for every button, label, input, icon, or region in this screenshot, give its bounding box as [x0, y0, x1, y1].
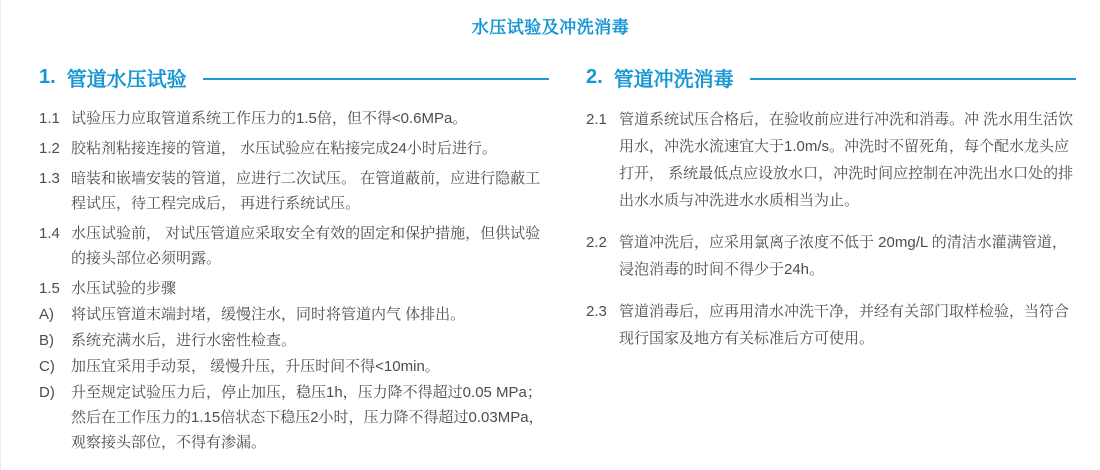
list-item — [586, 229, 1076, 283]
item-number: B) — [39, 332, 54, 349]
list-item — [586, 298, 1076, 352]
item-text: 升至规定试验压力后，停止加压，稳压1h，压力降不得超过0.05 MPa；然后在工作压力的1.15倍状态下稳压2小时，压力降不得超过0.03MPa，观察接头部位，不得有渗漏。 — [71, 384, 544, 451]
list-item-step — [39, 380, 549, 455]
item-text: 加压宜采用手动泵， 缓慢升压，升压时间不得<10min。 — [71, 358, 440, 375]
section-item-list — [586, 106, 1076, 352]
section-title: 管道水压试验 — [66, 69, 187, 91]
section-title: 管道冲洗消毒 — [613, 69, 734, 91]
item-number: 1.4 — [39, 225, 60, 242]
list-item-step — [39, 302, 549, 327]
content-columns — [1, 63, 1100, 456]
item-number: 1.3 — [39, 170, 60, 187]
item-text: 暗装和嵌墙安装的管道，应进行二次试压。 在管道蔽前，应进行隐蔽工程试压，待工程完成后， 再进行系统试压。 — [71, 170, 541, 212]
section-item-list — [39, 106, 549, 455]
item-text: 水压试验的步骤 — [71, 280, 177, 297]
item-text: 管道系统试压合格后，在验收前应进行冲洗和消毒。冲 洗水用生活饮用水，冲洗水流速宜大于1.0m/s。冲洗时不留死角，每个配水龙头应打开， 系统最低点应设放水口，冲洗时间应控制在冲洗出水口处的排出水水质与冲洗进水水质相当为止。 — [619, 111, 1074, 209]
item-number: 1.2 — [39, 140, 60, 157]
list-item — [586, 106, 1076, 214]
section-flushing-disinfection — [586, 63, 1076, 456]
heading-divider-line — [203, 78, 549, 80]
item-text: 管道冲洗后，应采用氯离子浓度不低于 20mg/L 的清洁水灌满管道，浸泡消毒的时间不得少于24h。 — [619, 234, 1067, 278]
list-item — [39, 221, 549, 271]
item-text: 试验压力应取管道系统工作压力的1.5倍，但不得<0.6MPa。 — [71, 110, 468, 127]
item-text: 胶粘剂粘接连接的管道， 水压试验应在粘接完成24小时后进行。 — [71, 140, 497, 157]
item-text: 系统充满水后，进行水密性检查。 — [71, 332, 297, 349]
list-item-step — [39, 354, 549, 379]
item-number: 2.1 — [586, 111, 607, 128]
item-number: 2.3 — [586, 303, 607, 320]
item-number: 1.5 — [39, 280, 60, 297]
item-number: 1.1 — [39, 110, 60, 127]
item-text: 管道消毒后，应再用清水冲洗干净，并经有关部门取样检验，当符合现行国家及地方有关标准后方可使用。 — [619, 303, 1070, 347]
item-number: 2.2 — [586, 234, 607, 251]
item-text: 将试压管道末端封堵，缓慢注水，同时将管道内气 体排出。 — [71, 306, 466, 323]
list-item — [39, 276, 549, 301]
list-item — [39, 106, 549, 131]
item-number: A) — [39, 306, 54, 323]
list-item — [39, 166, 549, 216]
item-number: C) — [39, 358, 55, 375]
page-title: 水压试验及冲洗消毒 — [471, 18, 630, 37]
section-water-pressure-test — [39, 63, 549, 456]
list-item-step — [39, 328, 549, 353]
item-number: D) — [39, 384, 55, 401]
section-heading-right — [586, 63, 1076, 92]
list-item — [39, 136, 549, 161]
section-number: 2. — [586, 66, 603, 88]
heading-divider-line — [750, 78, 1076, 80]
section-heading-left — [39, 63, 549, 92]
item-text: 水压试验前， 对试压管道应采取安全有效的固定和保护措施，但供试验的接头部位必须明露。 — [71, 225, 541, 267]
section-number: 1. — [39, 66, 56, 88]
